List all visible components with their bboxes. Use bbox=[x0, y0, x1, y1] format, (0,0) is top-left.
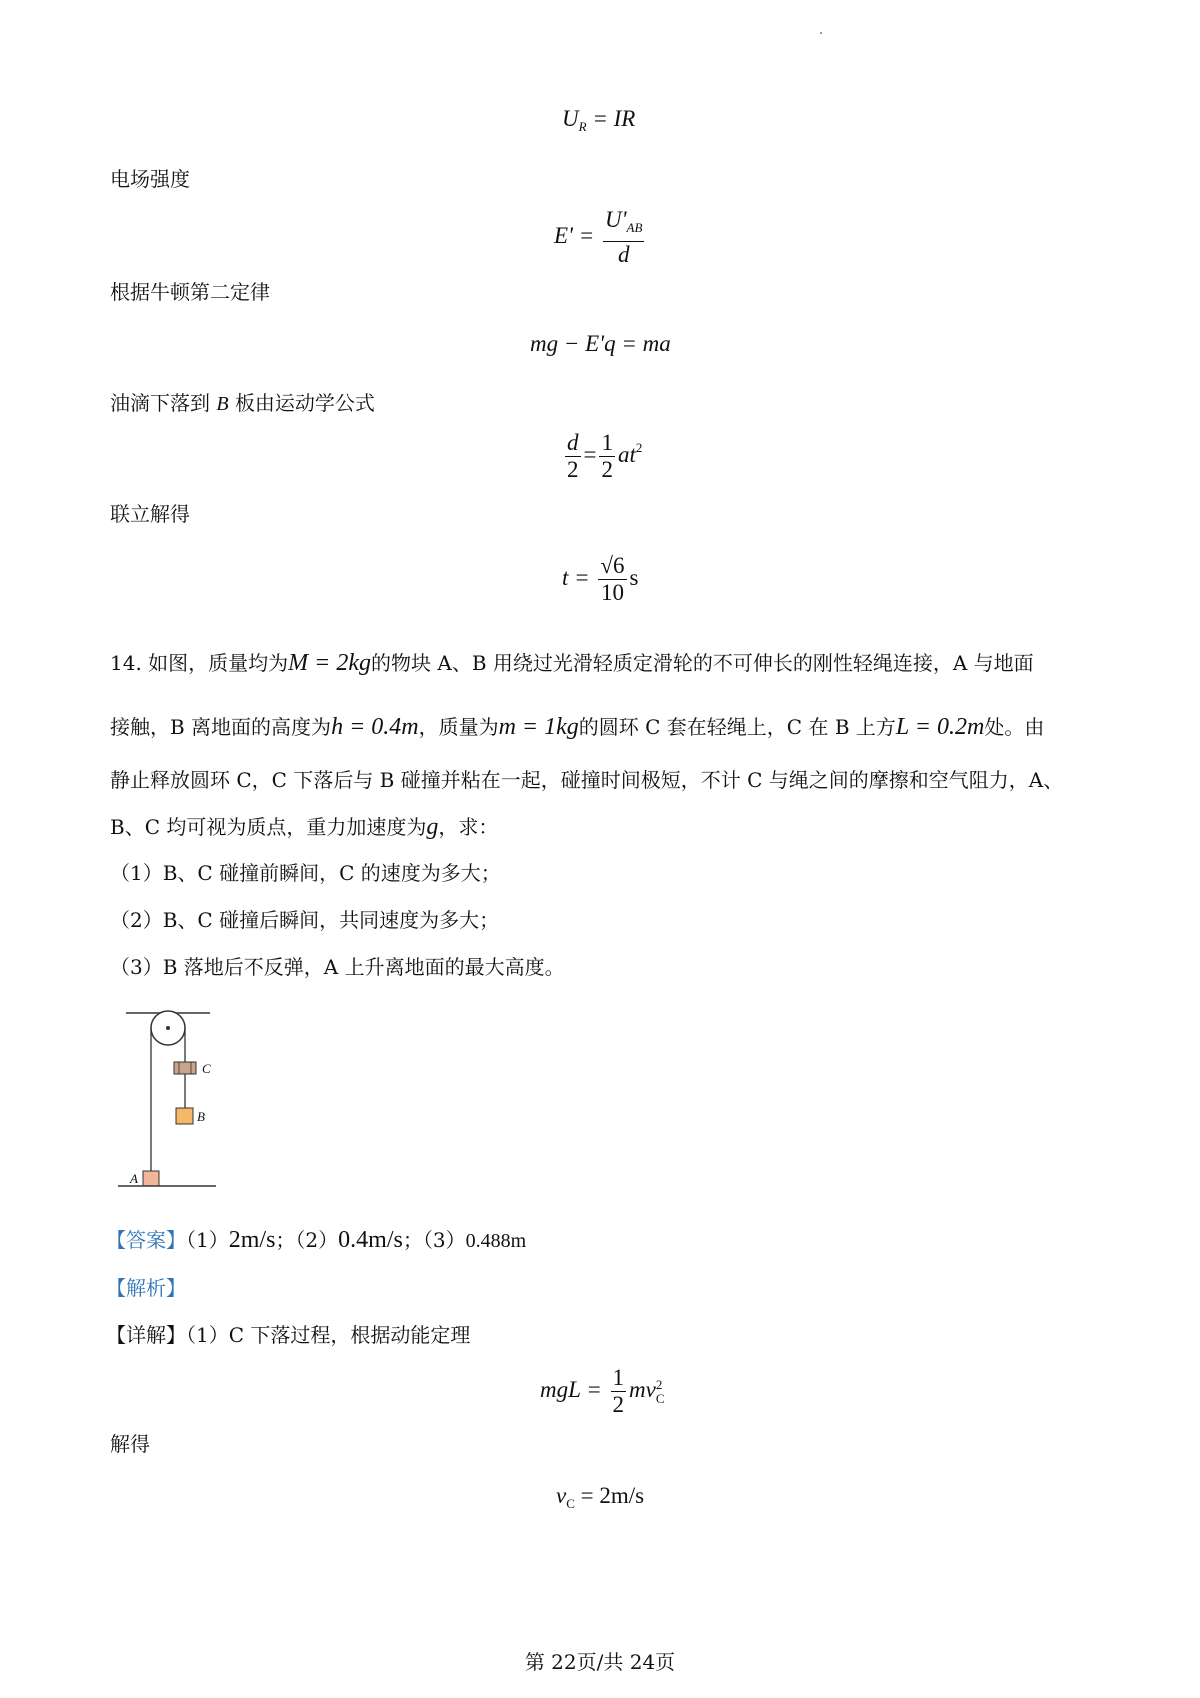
text-field-strength: 电场强度 bbox=[110, 167, 190, 191]
ring-c bbox=[174, 1062, 196, 1074]
text-newton2: 根据牛顿第二定律 bbox=[110, 280, 270, 304]
question-line-4: B、C 均可视为质点，重力加速度为g，求： bbox=[110, 814, 499, 840]
label-a: A bbox=[130, 1171, 138, 1186]
block-a bbox=[143, 1171, 159, 1186]
sub-question-2: （2）B、C 碰撞后瞬间，共同速度为多大； bbox=[110, 908, 500, 932]
question-line-3: 静止释放圆环 C，C 下落后与 B 碰撞并粘在一起，碰撞时间极短，不计 C 与绳之间的摩擦和空气阻力，A、 bbox=[110, 768, 1064, 792]
question-line-2: 接触，B 离地面的高度为h = 0.4m，质量为m = 1kg的圆环 C 套在轻绳上，C 在 B 上方L = 0.2m处。由 bbox=[110, 714, 1045, 740]
question-line-1: 14. 如图，质量均为M = 2kg的物块 A、B 用绕过光滑轻质定滑轮的不可伸长的刚性轻绳连接，A 与地面 bbox=[110, 650, 1034, 676]
label-b: B bbox=[197, 1109, 205, 1124]
detail-line: 【详解】（1）C 下落过程，根据动能定理 bbox=[106, 1323, 471, 1347]
analysis-tag: 【解析】 bbox=[106, 1276, 186, 1300]
scan-dot bbox=[820, 32, 822, 34]
page-footer: 第 22页/共 24页 bbox=[524, 1650, 676, 1674]
equation-newton: mg − E'q = ma bbox=[530, 331, 671, 356]
sub-question-1: （1）B、C 碰撞前瞬间，C 的速度为多大； bbox=[110, 861, 501, 885]
equation-vc: $v_C = 2m/s$ bbox=[556, 1483, 645, 1511]
text-solve: 解得 bbox=[110, 1432, 150, 1456]
pulley-figure bbox=[118, 1005, 218, 1195]
detail-tag: 【详解】 bbox=[106, 1323, 186, 1347]
sub-question-3: （3）B 落地后不反弹，A 上升离地面的最大高度。 bbox=[110, 955, 565, 979]
label-c: C bbox=[202, 1061, 211, 1076]
pulley-center bbox=[166, 1026, 170, 1030]
text-kinematics: 油滴下落到 B 板由运动学公式 bbox=[110, 391, 375, 415]
answer-line: 【答案】（1）2m/s；（2）0.4m/s；（3）0.488m bbox=[106, 1227, 527, 1253]
equation-ur: $U_R$ = IR bbox=[562, 106, 636, 134]
answer-tag: 【答案】 bbox=[106, 1228, 186, 1252]
block-b bbox=[176, 1108, 193, 1124]
equation-field: E' = $\frac{U'_{AB}}{d}$ bbox=[554, 207, 643, 267]
text-solve-together: 联立解得 bbox=[110, 502, 190, 526]
fraction: $\frac{U'_{AB}}{d}$ bbox=[605, 207, 643, 267]
equation-kinematics: $\frac{d}{2}$ = $\frac{1}{2}$ $at^2$ bbox=[567, 430, 643, 482]
equation-energy: mgL = $\frac{1}{2}$ mv 2 C bbox=[540, 1365, 665, 1417]
equation-time: t = $\frac{√6}{10}$ s bbox=[562, 553, 639, 605]
